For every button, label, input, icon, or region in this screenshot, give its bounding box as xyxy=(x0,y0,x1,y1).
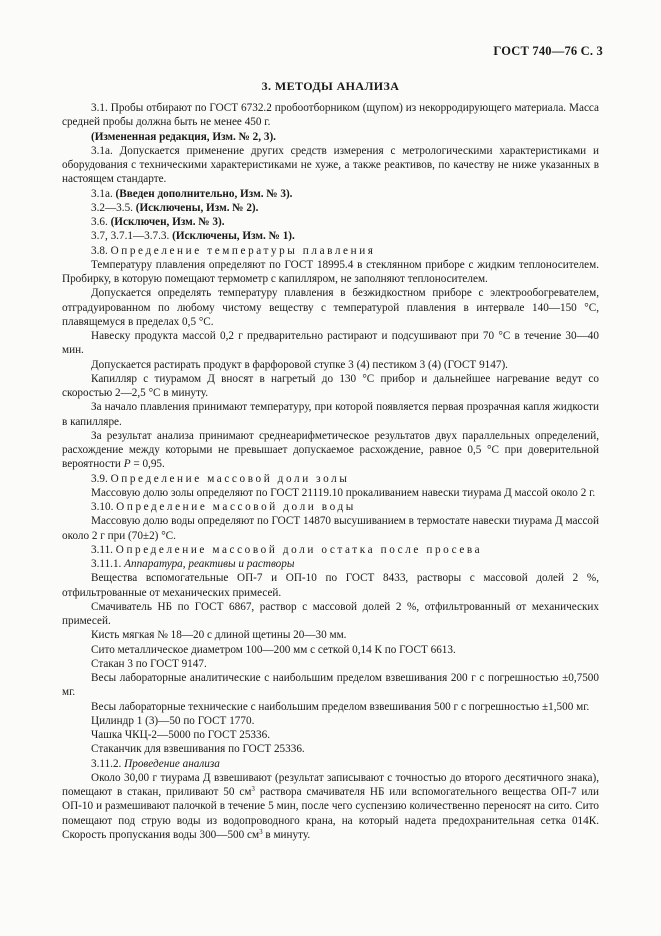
para-3-11-1-i: Чашка ЧКЦ-2—5000 по ГОСТ 25336. xyxy=(91,729,271,741)
heading-3-8 xyxy=(62,244,599,258)
para-3-11-1-e: Стакан 3 по ГОСТ 9147. xyxy=(91,657,207,670)
para-3-2-3-5 xyxy=(62,201,599,215)
para-3-8-f: За начало плавления принимают температуру, при которой появляется первая прозрачная капля жидкости в капилляре. xyxy=(62,401,599,428)
paragraph-text: = 0,95. xyxy=(130,458,165,471)
paragraph-text: в минуту. xyxy=(262,828,311,841)
clause-number: 3.9. xyxy=(91,472,108,485)
heading-3-9 xyxy=(62,472,599,486)
para-3-8-e: Капилляр с тиурамом Д вносят в нагретый до 130 °С прибор и дальнейшее нагревание ведут со скоростью 2—2,5 °С в минуту. xyxy=(62,372,599,399)
para-3-10-a: Массовую долю воды определяют по ГОСТ 14870 высушиванием в термостате навески тиурама Д массой около 2 г при (70±2) °С. xyxy=(62,515,599,542)
document-body xyxy=(62,101,599,842)
para-3-11-1-j: Стаканчик для взвешивания по ГОСТ 25336. xyxy=(91,743,305,756)
section-title: 3. МЕТОДЫ АНАЛИЗА xyxy=(261,79,400,93)
clause-number: 3.2—3.5. xyxy=(91,201,133,214)
probability-variable: Р xyxy=(123,458,131,471)
subsection-heading: Проведение анализа xyxy=(124,757,220,770)
amendment-note: (Введен дополнительно, Изм. № 3). xyxy=(115,187,293,200)
heading-3-11 xyxy=(62,543,599,557)
para-3-8-a: Температуру плавления определяют по ГОСТ 18995.4 в стеклянном приборе с жидким теплоносителем. Пробирку, в которую помещают термометр с капилляром, не заполняют теплоносителем. xyxy=(62,258,599,285)
para-3-11-1-b: Смачиватель НБ по ГОСТ 6867, раствор с массовой долей 2 %, отфильтрованный от механических примесей. xyxy=(62,600,599,627)
para-3-11-1-g: Весы лабораторные технические с наибольшим пределом взвешивания 500 г с погрешностью ±1,500 мг. xyxy=(91,700,590,713)
amendment-note: (Исключены, Изм. № 2). xyxy=(135,201,259,214)
amendment-note-3-1: (Измененная редакция, Изм. № 2, 3). xyxy=(91,130,276,143)
para-3-6 xyxy=(62,215,599,229)
subsection-heading: Определение массовой доли остатка после просева xyxy=(115,543,483,556)
heading-3-11-2 xyxy=(62,757,599,771)
para-3-8-g xyxy=(62,429,599,472)
heading-3-11-1 xyxy=(62,557,599,571)
clause-number: 3.8. xyxy=(91,244,108,257)
page-header: ГОСТ 740—76 С. 3 xyxy=(493,44,603,58)
amendment-note: (Исключены, Изм. № 1). xyxy=(172,230,295,243)
para-3-11-1-c: Кисть мягкая № 18—20 с длиной щетины 20—30 мм. xyxy=(91,629,347,642)
para-3-11-1-a: Вещества вспомогательные ОП-7 и ОП-10 по ГОСТ 8433, растворы с массовой долей 2 %, отфильтрованные от механических примесей. xyxy=(62,572,599,599)
superscript: 3 xyxy=(251,785,255,793)
para-3-11-1-d: Сито металлическое диаметром 100—200 мм с сеткой 0,14 К по ГОСТ 6613. xyxy=(91,643,456,656)
clause-number: 3.6. xyxy=(91,216,108,228)
clause-number: 3.1а. xyxy=(91,187,113,200)
paragraph-text: Около 30,00 г тиурама Д взвешивают (результат записывают с точностью до второго десятичного знака), помещают в стакан, приливают 50 см xyxy=(62,771,599,798)
subsection-heading: Определение массовой доли воды xyxy=(116,501,356,513)
para-3-7 xyxy=(62,229,599,243)
heading-3-10 xyxy=(62,500,599,514)
para-3-11-1-h: Цилиндр 1 (3)—50 по ГОСТ 1770. xyxy=(91,714,255,727)
subsection-heading: Определение массовой доли золы xyxy=(110,472,350,485)
para-3-9-a: Массовую долю золы определяют по ГОСТ 21119.10 прокаливанием навески тиурама Д массой около 2 г. xyxy=(91,486,596,499)
subsection-heading: Определение температуры плавления xyxy=(110,244,376,257)
para-3-8-d: Допускается растирать продукт в фарфоровой ступке 3 (4) пестиком 3 (4) (ГОСТ 9147). xyxy=(91,358,508,371)
clause-number: 3.11. xyxy=(91,543,113,556)
para-3-1: 3.1. Пробы отбирают по ГОСТ 6732.2 пробоотборником (щупом) из некорродирующего материала. Масса средней пробы должна быть не менее 450 г. xyxy=(62,102,599,129)
para-3-11-2-a xyxy=(62,771,599,842)
clause-number: 3.11.1. xyxy=(91,558,122,570)
amendment-note: (Исключен, Изм. № 3). xyxy=(110,216,225,228)
subsection-heading: Аппаратура, реактивы и растворы xyxy=(124,558,295,570)
superscript: 3 xyxy=(259,827,263,836)
para-3-1a: 3.1а. Допускается применение других средств измерения с метрологическими характеристиками и оборудования с техническими характеристиками не хуже, а также реактивов, по качеству не ниже указанных в настоящем стандарте. xyxy=(62,144,599,186)
clause-number: 3.10. xyxy=(91,501,114,513)
paragraph-text: За результат анализа принимают среднеарифметическое результатов двух параллельных определений, расхождение между которыми не превышает допускаемое расхождение, равное 0,5 °С при доверительной вероятности xyxy=(62,429,599,471)
para-3-8-c: Навеску продукта массой 0,2 г предварительно растирают и подсушивают при 70 °С в течение 30—40 мин. xyxy=(62,330,599,357)
paragraph-text: раствора смачивателя НБ или вспомогательного вещества ОП-7 или ОП-10 и размешивают палочкой в течение 5 мин, после чего суспензию количественно переносят на сито. Сито помещают под струю воды из водопроводного крана, на который надета предохранительная сетка 014К. Скорость пропускания воды 300—500 см xyxy=(62,786,599,841)
para-3-1a-note xyxy=(62,187,599,201)
para-3-8-b: Допускается определять температуру плавления в безжидкостном приборе с электрообогревателем, отградуированном по любому чистому веществу с температурой плавления в интервале 140—150 °С, плавящемуся в пределах 0,5 °С. xyxy=(62,287,599,328)
clause-number: 3.11.2. xyxy=(91,757,122,770)
para-3-11-1-f: Весы лабораторные аналитические с наибольшим пределом взвешивания 200 г с погрешностью ±0,7500 мг. xyxy=(62,672,599,699)
clause-number: 3.7, 3.7.1—3.7.3. xyxy=(91,230,170,243)
